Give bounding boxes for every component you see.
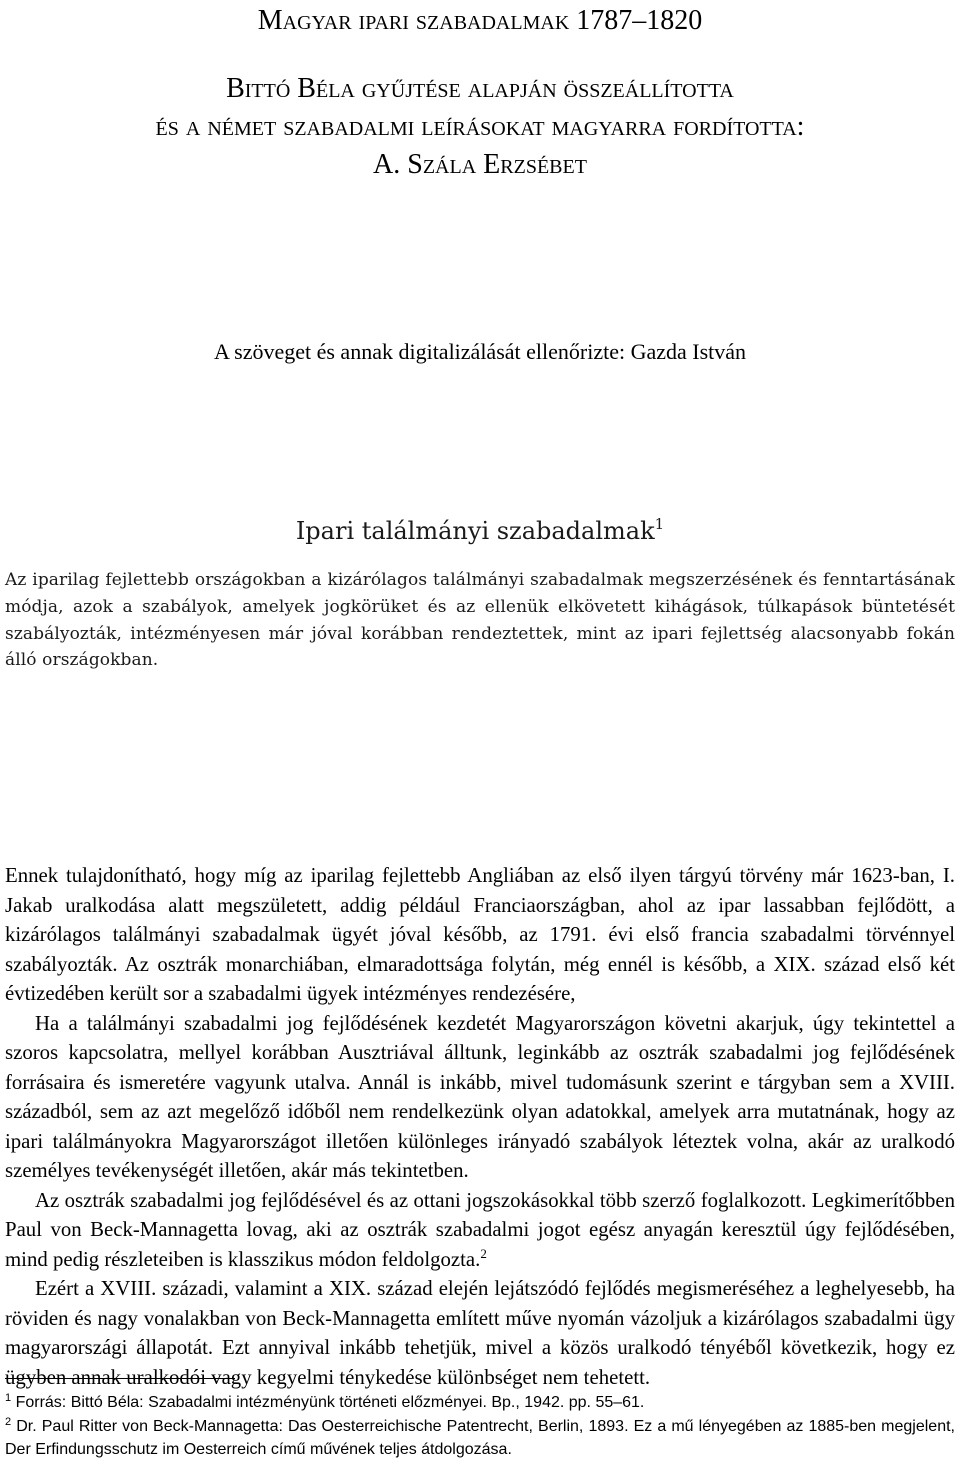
section-heading-text: Ipari találmányi szabadalmak	[295, 517, 655, 545]
footnotes	[5, 1391, 955, 1462]
paragraph-5: Ezért a XVIII. századi, valamint a XIX. század elején lejátszódó fejlődés megismeréséhez a leghelyesebb, ha röviden és nagy vonalakban von Beck-Mannagetta említett műve nyomán vázoljuk a kizárólagos szabadalmi ügy magyarországi állapotát. Ezt annyival inkább tehetjük, mivel a közös uralkodó tényéből következik, hogy ez ügyben annak uralkodói vagy kegyelmi ténykedése különbséget nem tehetett.	[5, 1277, 955, 1389]
compiler-line: Bittó Béla gyűjtése alapján összeállította	[226, 73, 734, 104]
footnote-2-number: 2	[5, 1415, 12, 1428]
title-block	[0, 2, 960, 184]
document-title: Magyar ipari szabadalmak 1787–1820	[257, 5, 703, 36]
translator-line: és a német szabadalmi leírásokat magyarra fordította:	[155, 111, 805, 142]
footnote-ref-2: 2	[480, 1245, 487, 1261]
paragraph-4-text: Az osztrák szabadalmi jog fejlődésével és az ottani jogszokásokkal több szerző foglalkozott. Legkimerítőbben Paul von Beck-Mannagetta lovag, aki az osztrák szabadalmi jogot egész anyagán keresztül úgy fejlődésében, mind pedig részleteiben is klasszikus módon feldolgozta.	[5, 1188, 955, 1271]
paragraph-4	[5, 1186, 955, 1275]
paragraph-3: Ha a találmányi szabadalmi jog fejlődésének kezdetét Magyarországon követni akarjuk, úgy tekintettel a szoros kapcsolatra, mellyel korábban Ausztriával álltunk, leginkább az osztrák szabadalmi jog fejlődésének forrásaira és ismeretére vagyunk utalva. Annál is inkább, mivel tudomásunk szerint e tárgyban sem a XVIII. századból, sem az azt megelőző időből nem rendelkezünk olyan adatokkal, amelyek arra mutatnának, hogy az ipari találmányokra Magyarországot illetően különleges irányadó szabályok léteztek volna, akár az uralkodó személyes tevékenységét illetően, akár más tekintetben.	[5, 1011, 955, 1182]
intro-paragraph-block	[5, 567, 955, 674]
footnote-1-number: 1	[5, 1392, 12, 1404]
paragraph-1: Az iparilag fejlettebb országokban a kizárólagos találmányi szabadalmak megszerzésének és fenntartásának módja, azok a szabályok, amelyek jogkörüket és az ellenük elkövetett kihágások, túlkapások büntetését szabályozták, intézményesen már jóval korábban rendeztettek, mint az ipari fejlettség alacsonyabb fokán álló országokban.	[5, 570, 955, 671]
title-spacer	[0, 40, 960, 70]
footnote-divider	[5, 1378, 235, 1379]
section-heading	[0, 504, 960, 551]
verifier-note: A szöveget és annak digitalizálását ellenőrizte: Gazda István	[213, 339, 747, 364]
footnote-1	[5, 1391, 955, 1415]
author-name: A. Szála Erzsébet	[373, 149, 587, 180]
footnote-1-text: Forrás: Bittó Béla: Szabadalmi intézményünk történeti előzményei. Bp., 1942. pp. 55–61.	[15, 1394, 645, 1411]
footnote-ref-1: 1	[654, 515, 665, 533]
footnote-2	[5, 1415, 955, 1462]
footnote-2-text: Dr. Paul Ritter von Beck-Mannagetta: Das Oesterreichische Patentrecht, Berlin, 1893. Ez a mű lényegében az 1885-ben megjelent, Der Erfindungsschutz im Oesterreich című művének teljes átdolgozása.	[5, 1417, 955, 1458]
body-paragraphs	[5, 861, 955, 1392]
paragraph-2: Ennek tulajdonítható, hogy míg az iparilag fejlettebb Angliában az első ilyen tárgyú törvény már 1623-ban, I. Jakab uralkodása alatt megszületett, addig például Franciaországban, ahol az ipar lassabban fejlődött, a kizárólagos találmányi szabadalmak ügyét jóval később, az 1791. évi első francia szabadalmi törvénnyel szabályozták. Az osztrák monarchiában, elmaradottsága folytán, még ennél is később, a XIX. század első két évtizedében került sor a szabadalmi ügyek intézményes rendezésére,	[5, 864, 955, 1005]
